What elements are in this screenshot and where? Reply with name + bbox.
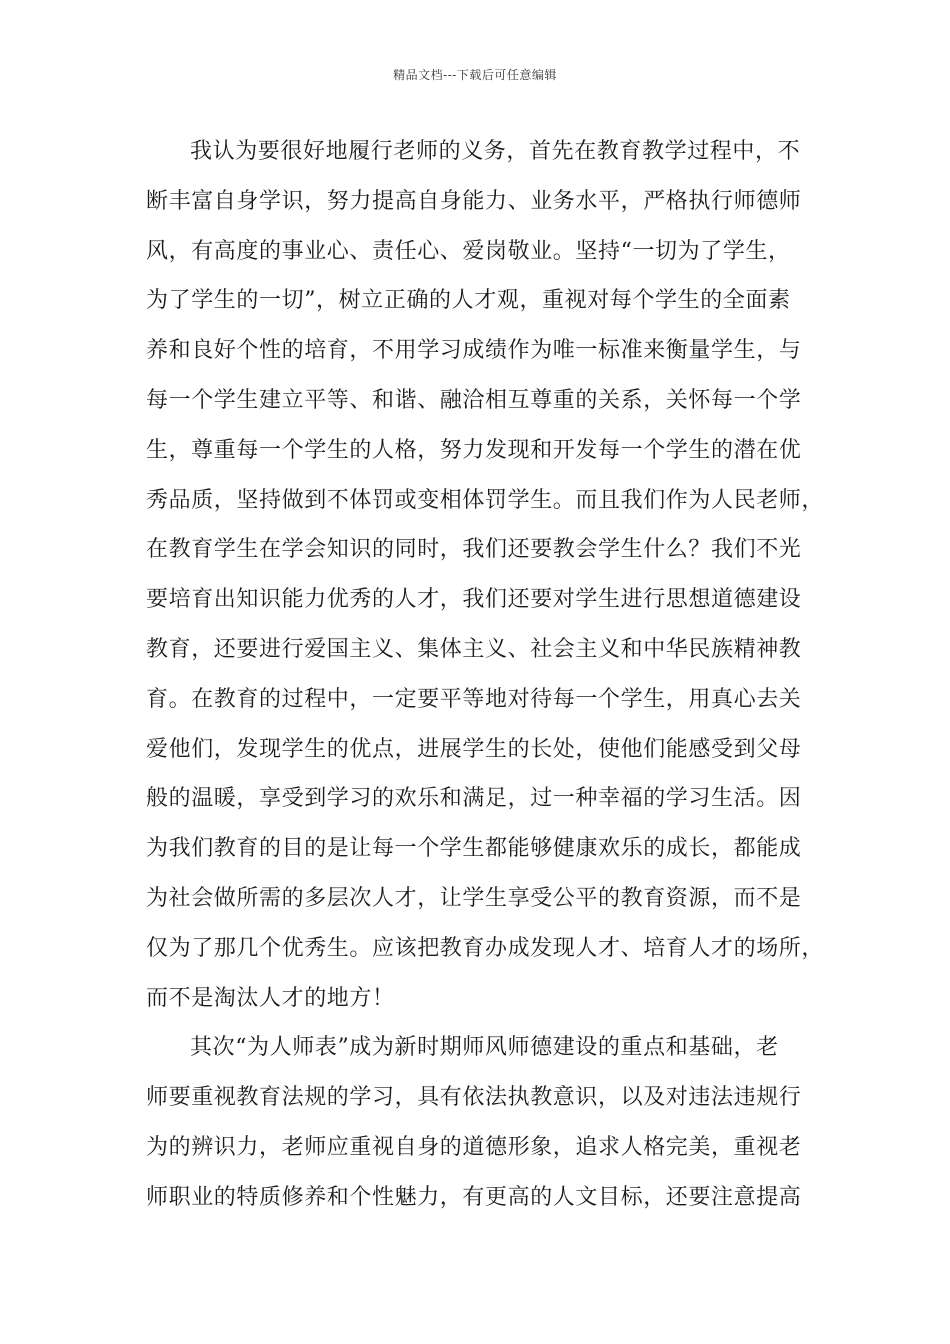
paragraph-1-line: 养和良好个性的培育，不用学习成绩作为唯一标准来衡量学生，与 xyxy=(146,338,802,364)
paragraph-2-line: 师职业的特质修养和个性魅力，有更高的人文目标，还要注意提高 xyxy=(146,1184,802,1210)
paragraph-1-line: 育。在教育的过程中，一定要平等地对待每一个学生，用真心去关 xyxy=(146,686,802,712)
paragraph-1-line: 为了学生的一切”，树立正确的人才观，重视对每个学生的全面素 xyxy=(146,288,791,314)
body-text xyxy=(146,127,825,1223)
paragraph-1-line: 在教育学生在学会知识的同时，我们还要教会学生什么？我们不光 xyxy=(146,537,802,563)
paragraph-1-line: 断丰富自身学识，努力提高自身能力、业务水平，严格执行师德师 xyxy=(146,188,802,214)
paragraph-1-line: 而不是淘汰人才的地方！ xyxy=(146,985,395,1011)
paragraph-1-line: 般的温暖，享受到学习的欢乐和满足，过一种幸福的学习生活。因 xyxy=(146,786,802,812)
paragraph-1-line: 为我们教育的目的是让每一个学生都能够健康欢乐的成长，都能成 xyxy=(146,836,802,862)
paragraph-1-line: 每一个学生建立平等、和谐、融洽相互尊重的关系，关怀每一个学 xyxy=(146,387,802,413)
paragraph-1-line: 仅为了那几个优秀生。应该把教育办成发现人才、培育人才的场所， xyxy=(146,935,825,961)
paragraph-1-line: 为社会做所需的多层次人才，让学生享受公平的教育资源，而不是 xyxy=(146,885,802,911)
paragraph-2-line: 其次“为人师表”成为新时期师风师德建设的重点和基础，老 xyxy=(190,1035,779,1061)
page-header: 精品文档---下载后可任意编辑 xyxy=(393,68,557,82)
paragraph-2-line: 师要重视教育法规的学习，具有依法执教意识，以及对违法违规行 xyxy=(146,1085,802,1111)
paragraph-1-line: 教育，还要进行爱国主义、集体主义、社会主义和中华民族精神教 xyxy=(146,636,802,662)
paragraph-1-line: 要培育出知识能力优秀的人才，我们还要对学生进行思想道德建设 xyxy=(146,587,802,613)
paragraph-1-line: 爱他们，发现学生的优点，进展学生的长处，使他们能感受到父母 xyxy=(146,736,802,762)
paragraph-1-line: 生，尊重每一个学生的人格，努力发现和开发每一个学生的潜在优 xyxy=(146,437,802,463)
paragraph-2-line: 为的辨识力，老师应重视自身的道德形象，追求人格完美，重视老 xyxy=(146,1134,802,1160)
paragraph-1-line: 我认为要很好地履行老师的义务，首先在教育教学过程中，不 xyxy=(190,139,801,164)
paragraph-1-line: 秀品质，坚持做到不体罚或变相体罚学生。而且我们作为人民老师， xyxy=(146,487,825,513)
paragraph-1-line: 风，有高度的事业心、责任心、爱岗敬业。坚持“一切为了学生， xyxy=(146,238,791,264)
